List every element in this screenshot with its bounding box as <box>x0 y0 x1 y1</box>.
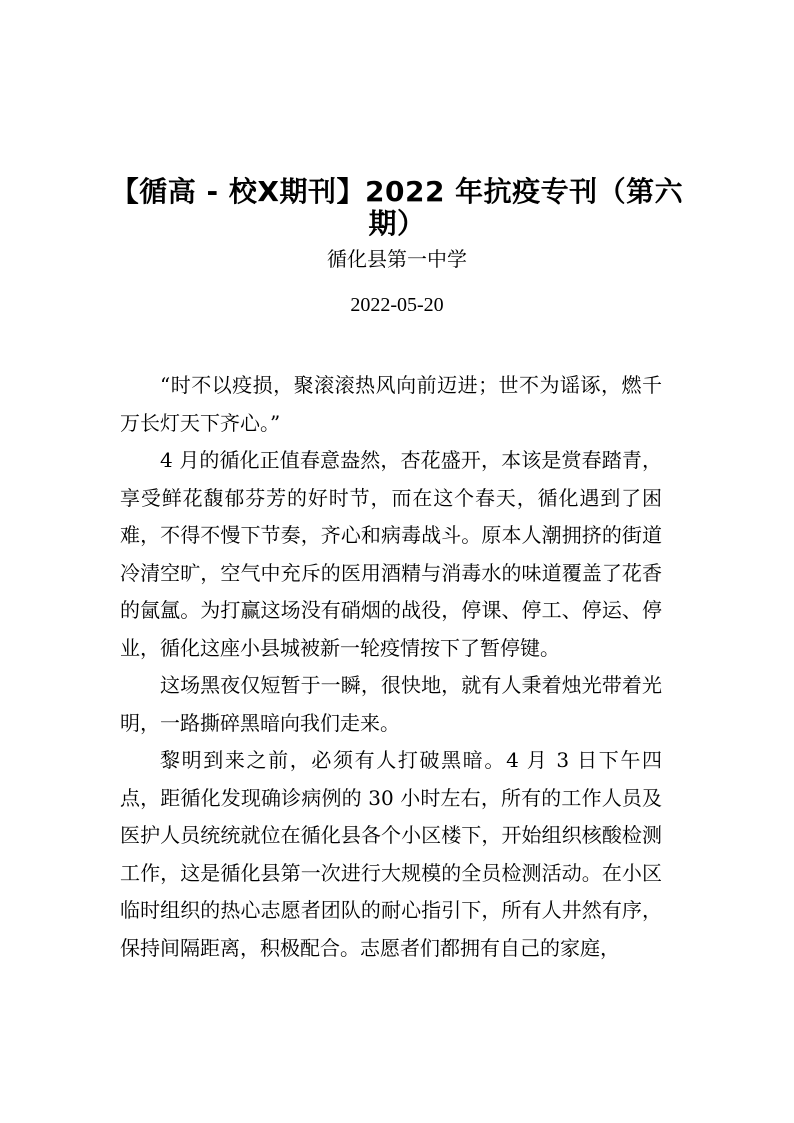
paragraph: 黎明到来之前，必须有人打破黑暗。4 月 3 日下午四点，距循化发现确诊病例的 30 小时左右，所有的工作人员及医护人员统统就位在循化县各个小区楼下，开始组织核酸检测工作，这是循化县第一次进行大规模的全员检测活动。在小区临时组织的热心志愿者团队的耐心指引下，所有人井然有序，保持间隔距离，积极配合。志愿者们都拥有自己的家庭， <box>120 748 662 960</box>
article-body <box>120 367 662 967</box>
publish-date: 2022-05-20 <box>350 294 444 316</box>
paragraph: 这场黑夜仅短暂于一瞬，很快地，就有人秉着烛光带着光明，一路撕碎黑暗向我们走来。 <box>120 673 662 735</box>
document-title: 【循高 - 校X期刊】2022 年抗疫专刊（第六期） <box>110 175 684 240</box>
paragraph: 4 月的循化正值春意盎然，杏花盛开，本该是赏春踏青，享受鲜花馥郁芬芳的好时节，而在这个春天，循化遇到了困难，不得不慢下节奏，齐心和病毒战斗。原本人潮拥挤的街道冷清空旷，空气中充斥的医用酒精与消毒水的味道覆盖了花香的氤氲。为打赢这场没有硝烟的战役，停课、停工、停运、停业，循化这座小县城被新一轮疫情按下了暂停键。 <box>120 448 662 660</box>
author-line: 循化县第一中学 <box>327 247 467 271</box>
paragraph-quote: “时不以疫损，聚滚滚热风向前迈进；世不为谣诼，燃千万长灯天下齐心。” <box>120 373 662 435</box>
